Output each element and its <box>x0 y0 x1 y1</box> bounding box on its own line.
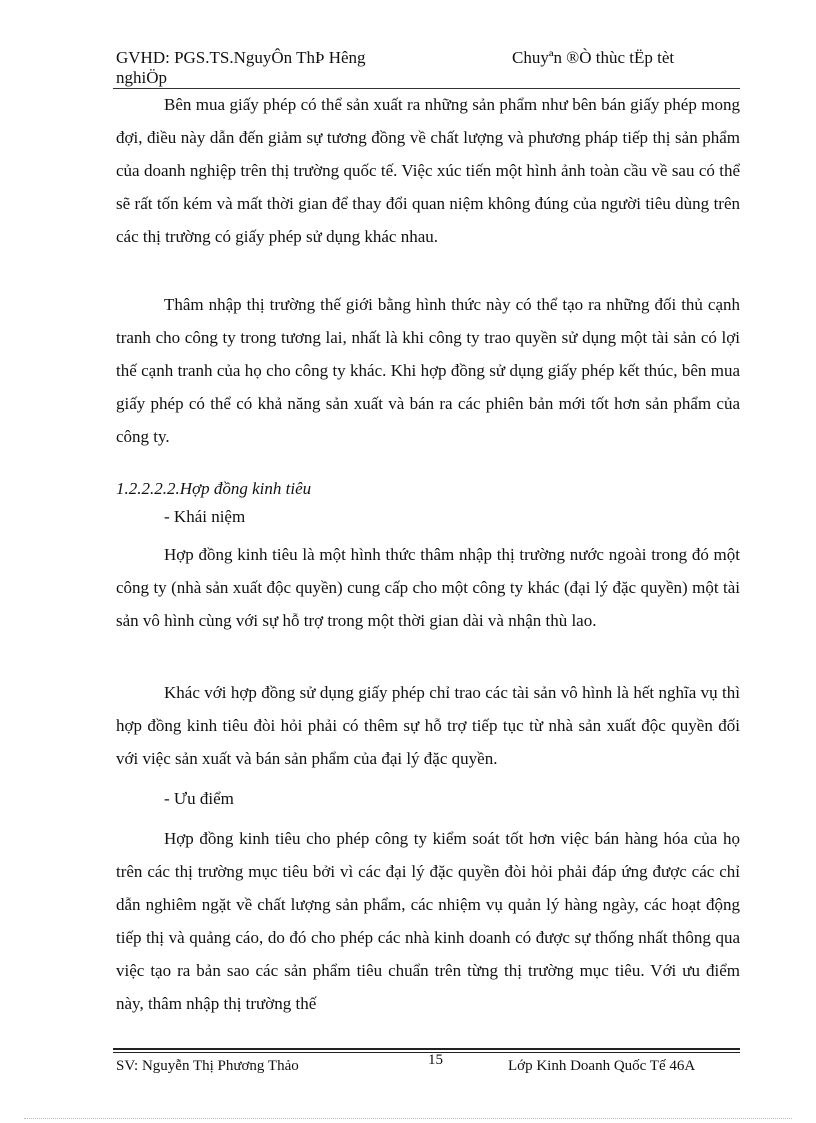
paragraph-2: Thâm nhập thị trường thế giới bằng hình thức này có thể tạo ra những đối thủ cạnh tranh cho công ty trong tương lai, nhất là khi công ty trao quyền sử dụng một tài sản có lợi thế cạnh tranh của họ cho công ty khác. Khi hợp đồng sử dụng giấy phép kết thúc, bên mua giấy phép có thể có khả năng sản xuất và bán ra các phiên bản mới tốt hơn sản phẩm của công ty. <box>116 295 740 446</box>
footer-divider-thin <box>113 1052 740 1053</box>
footer-class: Lớp Kinh Doanh Quốc Tế 46A <box>508 1058 696 1074</box>
header-advisor: GVHD: PGS.TS.NguyÔn ThÞ Hêng nghiÖp <box>116 48 366 87</box>
paragraph-3: Hợp đồng kinh tiêu là một hình thức thâm nhập thị trường nước ngoài trong đó một công ty (nhà sản xuất độc quyền) cung cấp cho một công ty khác (đại lý đặc quyền) một tài sản vô hình cùng với sự hỗ trợ trong một thời gian dài và nhận thù lao. <box>116 545 740 630</box>
subheading-concept: - Khái niệm <box>164 507 246 526</box>
footer-student: SV: Nguyễn Thị Phương Thảo <box>116 1058 299 1074</box>
page-number: 15 <box>428 1052 443 1068</box>
paragraph-1: Bên mua giấy phép có thể sản xuất ra những sản phẩm như bên bán giấy phép mong đợi, điều này dẫn đến giảm sự tương đồng về chất lượng và phương pháp tiếp thị sản phẩm của doanh nghiệp trên thị trường quốc tế. Việc xúc tiến một hình ảnh toàn cầu về sau có thể sẽ rất tốn kém và mất thời gian để thay đổi quan niệm không đúng của người tiêu dùng trên các thị trường có giấy phép sử dụng khác nhau. <box>116 95 740 246</box>
page-edge <box>24 1118 792 1119</box>
section-heading: 1.2.2.2.2.Hợp đồng kinh tiêu <box>116 479 312 498</box>
footer-divider <box>113 1048 740 1050</box>
header-title: Chuyªn ®Ò thùc tËp tèt <box>512 48 675 67</box>
subheading-advantages: - Ưu điểm <box>164 789 234 808</box>
paragraph-5: Hợp đồng kinh tiêu cho phép công ty kiểm soát tốt hơn việc bán hàng hóa của họ trên các thị trường mục tiêu bởi vì các đại lý đặc quyền đòi hỏi phải đáp ứng được các chỉ dẫn nghiêm ngặt về chất lượng sản phẩm, các nhiệm vụ quản lý hàng ngày, các hoạt động tiếp thị và quảng cáo, do đó cho phép các nhà kinh doanh có được sự thống nhất thông qua việc tạo ra bản sao các sản phẩm tiêu chuẩn trên từng thị trường mục tiêu. Với ưu điểm này, thâm nhập thị trường thế <box>116 829 740 1013</box>
paragraph-4: Khác với hợp đồng sử dụng giấy phép chỉ trao các tài sản vô hình là hết nghĩa vụ thì hợp đồng kinh tiêu đòi hỏi phải có thêm sự hỗ trợ tiếp tục từ nhà sản xuất độc quyền đối với việc sản xuất và bán sản phẩm của đại lý đặc quyền. <box>116 683 740 768</box>
